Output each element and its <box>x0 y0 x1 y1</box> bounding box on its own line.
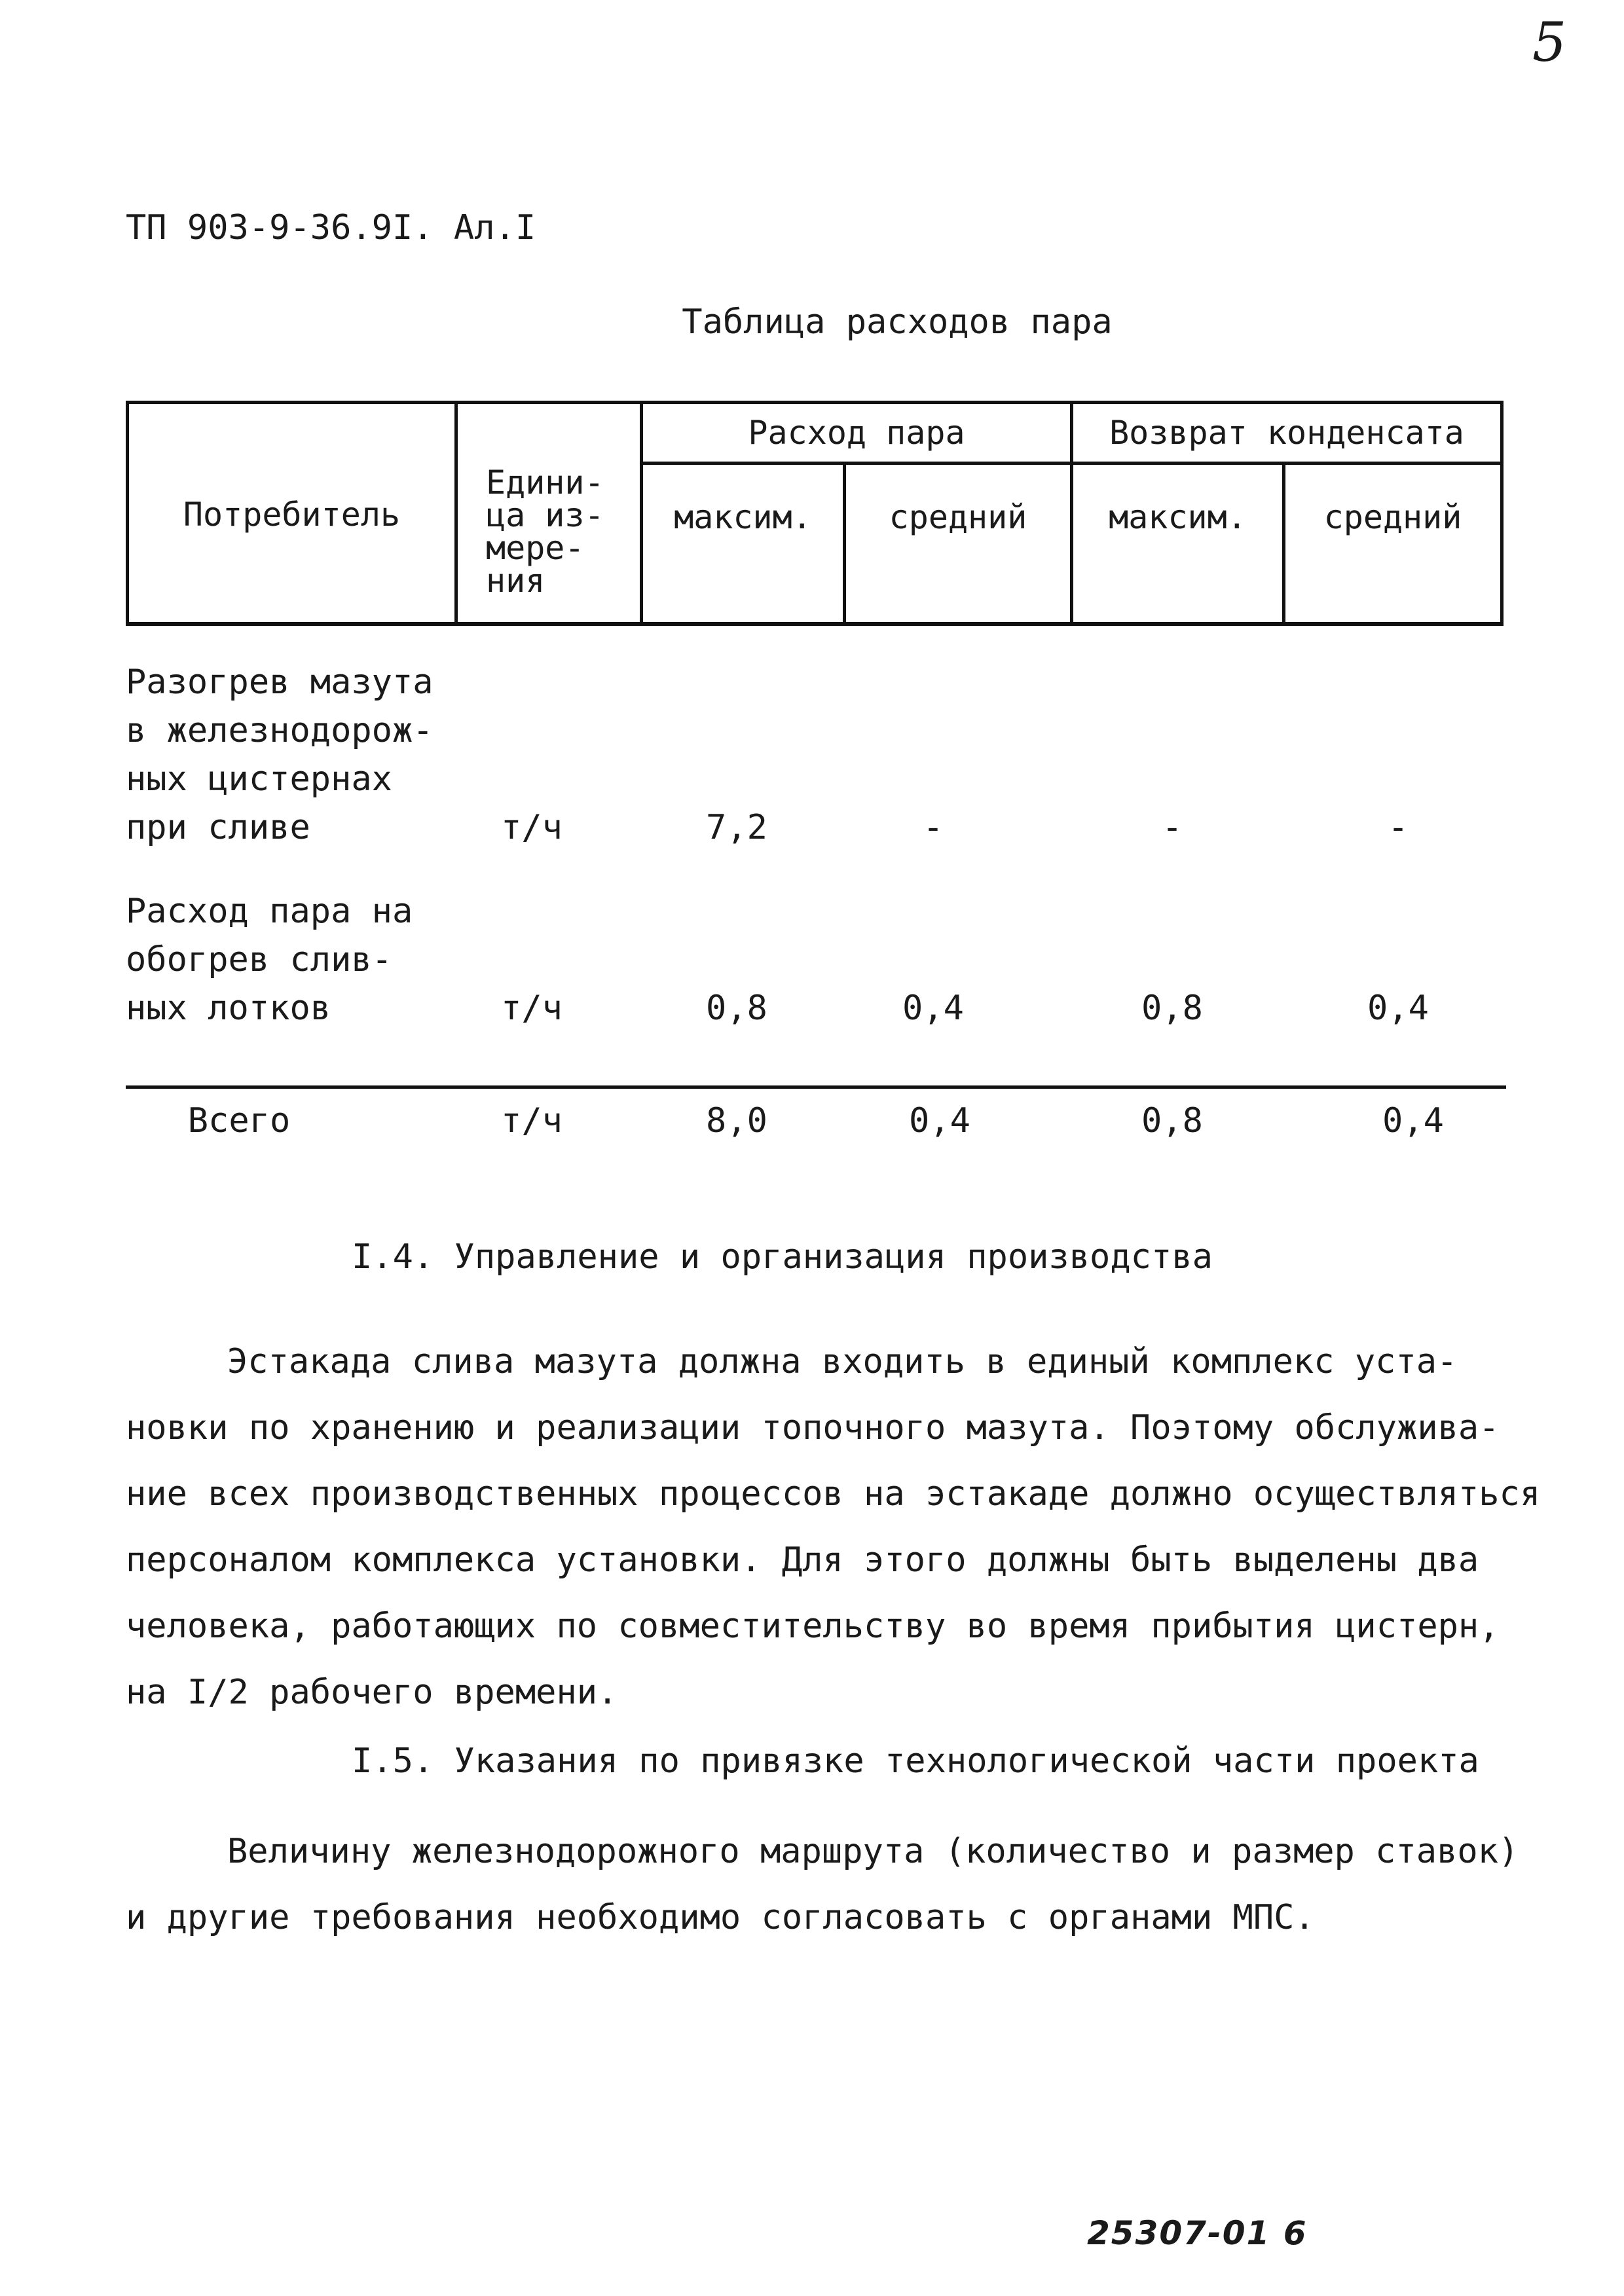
header-condensate-avg: средний <box>1323 498 1462 536</box>
row-2-steam-max: 0,8 <box>706 989 767 1028</box>
section-1-5-heading: I.5. Указания по привязке технологической части проекта <box>352 1741 1479 1781</box>
section-1-5-paragraph <box>126 1819 1519 1951</box>
total-rule <box>126 1085 1506 1089</box>
header-condensate-max: максим. <box>1109 498 1247 536</box>
section-1-4-line-3: ние всех производственных процессов на эстакаде должно осуществляться <box>126 1474 1541 1514</box>
row-1-condensate-avg: - <box>1388 808 1409 847</box>
row-1-condensate-max: - <box>1162 808 1183 847</box>
row-2-condensate-avg: 0,4 <box>1367 989 1429 1028</box>
row-1-consumer-line-1: Разогрев мазута <box>126 663 434 702</box>
row-2-condensate-max: 0,8 <box>1141 989 1203 1028</box>
total-unit: т/ч <box>501 1101 563 1140</box>
page-number: 5 <box>1532 12 1567 74</box>
row-2-unit: т/ч <box>501 989 563 1028</box>
row-2-consumer-line-3: ных лотков <box>126 989 331 1028</box>
total-condensate-avg: 0,4 <box>1382 1101 1444 1140</box>
table-header <box>126 401 1504 626</box>
row-1-consumer-line-4: при сливе <box>126 808 310 847</box>
header-unit-line-2: ца из- <box>486 496 604 534</box>
header-consumer: Потребитель <box>183 496 401 534</box>
section-1-5-line-2: и другие требования необходимо согласовать с органами МПС. <box>126 1898 1315 1937</box>
header-condensate-group: Возврат конденсата <box>1109 414 1464 452</box>
footer-document-number: 25307-01 6 <box>1087 2214 1308 2252</box>
header-steam-max: максим. <box>674 498 812 536</box>
row-2-steam-avg: 0,4 <box>902 989 964 1028</box>
section-1-4-line-2: новки по хранению и реализации топочного мазута. Поэтому обслужива- <box>126 1408 1500 1448</box>
header-unit-line-3: мере- <box>486 529 585 567</box>
section-1-4-line-4: персоналом комплекса установки. Для этого должны быть выделены два <box>126 1540 1479 1580</box>
total-steam-avg: 0,4 <box>909 1101 970 1140</box>
section-1-4-heading: I.4. Управление и организация производства <box>352 1237 1213 1277</box>
row-2-consumer-line-2: обогрев слив- <box>126 940 392 979</box>
row-2-consumer-line-1: Расход пара на <box>126 892 413 931</box>
table-title: Таблица расходов пара <box>682 302 1113 342</box>
row-2-consumer <box>126 887 413 1032</box>
document-code: ТП 903-9-36.9I. Ал.I <box>126 208 536 247</box>
row-1-unit: т/ч <box>501 808 563 847</box>
header-unit-line-1: Едини- <box>486 464 604 501</box>
row-1-consumer-line-3: ных цистернах <box>126 759 392 799</box>
header-steam-avg: средний <box>889 498 1027 536</box>
section-1-4-line-5: человека, работающих по совместительству во время прибытия цистерн, <box>126 1607 1500 1646</box>
section-1-5-line-1: Величину железнодорожного маршрута (количество и размер ставок) <box>227 1832 1519 1871</box>
section-1-4-line-1: Эстакада слива мазута должна входить в единый комплекс уста- <box>227 1342 1458 1381</box>
header-unit-line-4: ния <box>486 562 545 600</box>
total-condensate-max: 0,8 <box>1141 1101 1203 1140</box>
row-1-steam-avg: - <box>923 808 944 847</box>
header-steam-group: Расход пара <box>748 414 965 452</box>
row-1-consumer-line-2: в железнодорож- <box>126 711 434 750</box>
total-label: Всего <box>187 1101 291 1140</box>
section-1-4-paragraph <box>126 1329 1540 1726</box>
header-unit <box>458 443 640 620</box>
header-border-right <box>1500 404 1504 622</box>
total-steam-max: 8,0 <box>706 1101 767 1140</box>
row-1-consumer <box>126 658 434 852</box>
row-1-steam-max: 7,2 <box>706 808 767 847</box>
section-1-4-line-6: на I/2 рабочего времени. <box>126 1673 618 1712</box>
